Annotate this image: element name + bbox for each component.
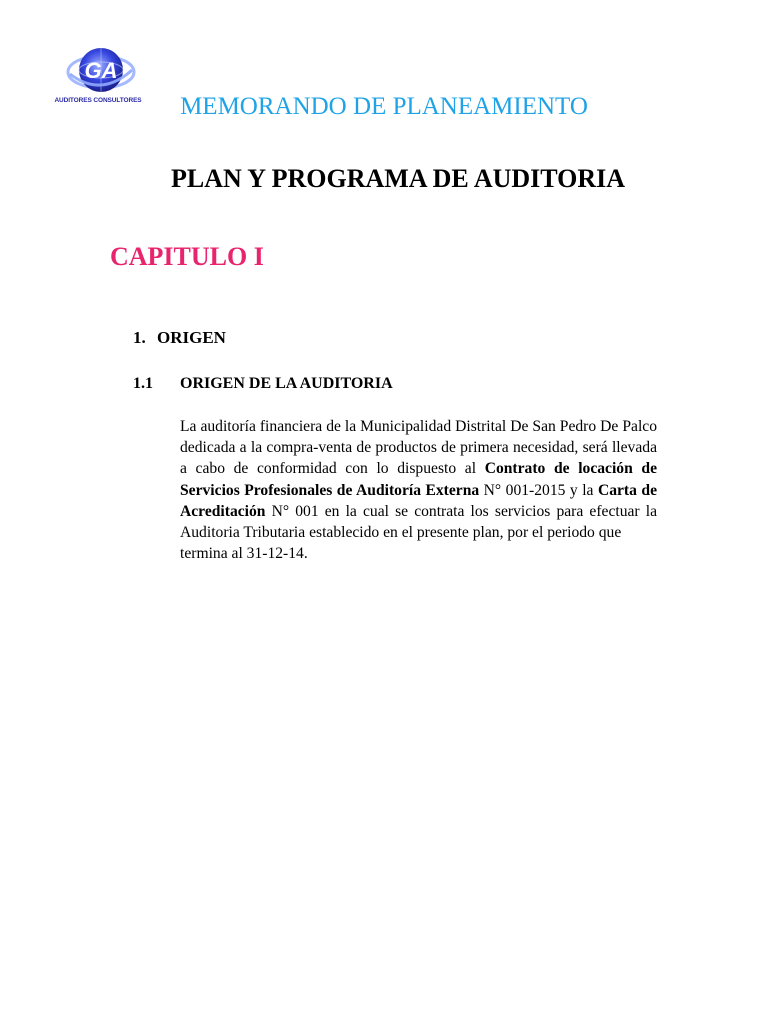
subsection-number: 1.1 [133, 375, 153, 392]
contract-name: Contrato de locación de Servicios Profesionales de Auditoría Externa [180, 460, 657, 499]
subsection-heading [133, 375, 393, 393]
subsection-title: ORIGEN DE LA AUDITORIA [180, 375, 393, 392]
section-number: 1. [133, 328, 146, 347]
logo-caption: AUDITORES CONSULTORES [54, 97, 142, 104]
paragraph-last-line: termina al 31-12-14. [180, 545, 308, 563]
section-title: ORIGEN [157, 328, 226, 347]
memo-title-text: MEMORANDO DE PLANEAMIENTO [180, 93, 588, 120]
plan-title [0, 164, 768, 194]
paragraph-text: N° 001-2015 y la [479, 481, 598, 499]
paragraph-text: La auditoría financiera de la Municipalidad Distrital De San Pedro De Palco dedicada a la compra-venta de productos de primera necesidad, será llevada a cabo de conformidad con lo dispuesto al [180, 418, 657, 478]
section-heading [133, 328, 226, 348]
origin-paragraph [180, 416, 657, 564]
logo-monogram: GA [84, 58, 118, 83]
chapter-heading: CAPITULO I [110, 242, 264, 271]
plan-title-text: PLAN Y PROGRAMA DE AUDITORIA [170, 164, 626, 193]
memo-title [0, 93, 768, 121]
accreditation-letter: Carta de Acreditación [180, 481, 657, 520]
paragraph-text: N° 001 en la cual se contrata los servicios para efectuar la Auditoria Tributaria establecido en el presente plan, por el periodo que [180, 502, 657, 542]
